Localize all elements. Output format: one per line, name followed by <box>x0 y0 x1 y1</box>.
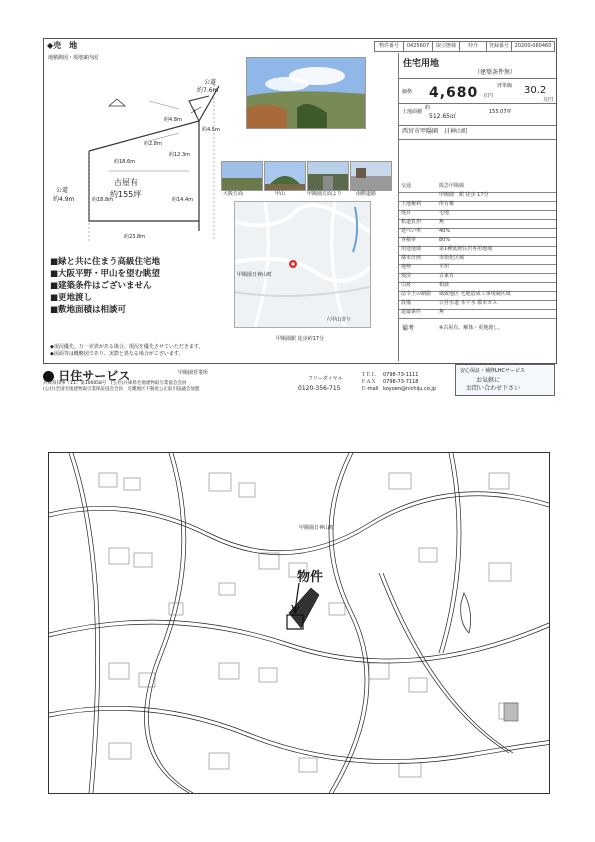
fax-number: 0798-73-7118 <box>383 379 419 385</box>
price-unit: 万円 <box>483 93 494 99</box>
area-map <box>234 201 371 328</box>
area-prefix: 約 <box>425 105 431 111</box>
photo-caption: 大阪方面 <box>223 191 244 197</box>
email-label: Ｅ-mail <box>361 386 379 392</box>
info-panel <box>398 53 556 361</box>
note-line: ◆図面等は概略図であり、実際と異なる場合がございます。 <box>50 351 184 357</box>
header-row <box>374 41 554 52</box>
dimension-label: 約18.8m <box>92 197 114 203</box>
branch-name: 甲陽園営業所 <box>178 370 209 376</box>
address: 西宮市甲陽園 日神山町 <box>402 128 469 135</box>
detail-row: 交通 阪急甲陽線 <box>399 183 556 193</box>
detail-row: 現況 古家有 <box>399 273 556 283</box>
tel-number[interactable]: 0798-73-1111 <box>383 372 419 378</box>
road-top-label: 公道 <box>204 79 217 86</box>
dimension-label: 約4.8m <box>164 117 182 123</box>
detail-row: 地勢 平坦 <box>399 264 556 274</box>
tel-label: ＴＥＬ <box>361 372 377 378</box>
detail-row: 設備 公営水道 本下水 都市ガス <box>399 300 556 310</box>
listing-type: 住宅用地 <box>403 59 440 69</box>
company-info-line: 兵庫県知事（11）第100058号 (公社)兵庫県宅地建物取引業協会会員 <box>43 381 187 386</box>
detail-row: 土地権利 所有権 <box>399 201 556 211</box>
note-line: ◆現況優先。万一差異がある場合、現況を優先させていただきます。 <box>50 344 204 350</box>
dimension-label: 約23.8m <box>124 234 146 240</box>
property-label: 物件 <box>297 570 324 585</box>
photo-from-koyoen <box>307 161 349 191</box>
dimension-label: 約18.6m <box>114 159 136 165</box>
detail-row: 法令上の制限 風致地区 宅地造成工事規制区域 <box>399 291 556 301</box>
house-note: 古屋有 <box>114 178 138 187</box>
price-label: 価格 <box>402 89 413 95</box>
freedial-number[interactable]: 0120-356-715 <box>298 385 341 392</box>
company-logo-text: 日住サービス <box>58 369 131 383</box>
service-title: 安心保証・補修LHCサービス <box>460 368 526 374</box>
service-line: お気軽に <box>476 377 501 384</box>
company-footer <box>43 366 555 400</box>
area-value: 512.65㎡ <box>429 113 456 120</box>
photo-caption: 甲陽園方面より <box>307 191 343 197</box>
company-info-line: (公社)全国宅地建物取引業保証協会会員 近畿地区不動産公正取引協議会加盟 <box>43 387 200 392</box>
road-left-width: 約4.9m <box>53 196 75 203</box>
photo-caption: 南側道路 <box>356 191 377 197</box>
fax-label: ＦＡＸ <box>361 379 377 385</box>
detail-row: 私道負担 無 <box>399 219 556 229</box>
dimension-label: 約2.8m <box>144 141 162 147</box>
remarks-text: ※古屋有。解体・更地渡し。 <box>439 325 504 331</box>
header-cell: 取引態様 <box>432 41 460 52</box>
feature-item: ■更地渡し <box>50 293 93 303</box>
detail-row: 建ぺい率 40% <box>399 228 556 238</box>
detail-row: 都市計画 市街化区域 <box>399 255 556 265</box>
tsubo-unit: 万円 <box>543 97 554 103</box>
feature-item: ■建築条件はございません <box>50 281 152 291</box>
header-cell: 登録番号 <box>486 41 512 52</box>
photo-south-road <box>350 161 392 191</box>
area-map-label: 甲陽園日神山町 <box>237 272 273 278</box>
section-title: ◆売 地 <box>47 41 78 50</box>
dimension-label: 約12.3m <box>169 152 191 158</box>
service-box <box>455 364 555 396</box>
detail-row: 引渡 相談 <box>399 282 556 292</box>
area-map-caption: 六甲山寄り <box>326 317 352 323</box>
property-marker <box>287 583 319 629</box>
view-photo-main <box>246 57 366 129</box>
tsubo-label: 坪単価 <box>497 83 513 89</box>
feature-item: ■緑と共に住まう高級住宅地 <box>50 257 161 267</box>
city-map <box>48 452 550 794</box>
photo-osaka-direction <box>221 161 263 191</box>
header-cell: 仲介 <box>459 41 487 52</box>
feature-item: ■大阪平野・甲山を望む眺望 <box>50 269 161 279</box>
detail-row: 地目 宅地 <box>399 210 556 220</box>
freedial-label: フリーダイヤル <box>308 376 343 382</box>
area-extra: 155.07坪 <box>489 109 512 115</box>
detail-row: 用途地域 第1種低層住居専用地域 <box>399 246 556 256</box>
area-note: 約155坪 <box>110 190 142 199</box>
road-top-width: 約7.6m <box>197 87 219 94</box>
photo-caption: 甲山 <box>275 191 286 197</box>
service-line: お問い合わせ下さい <box>466 385 521 392</box>
city-map-place-label: 甲陽園日神山町 <box>299 525 335 531</box>
listing-subtitle: （建築条件無） <box>474 69 517 76</box>
property-flyer-sheet <box>43 38 557 364</box>
detail-row: 容積率 80% <box>399 237 556 247</box>
price-value: 4,680 <box>429 85 479 101</box>
header-cell: 20200-060460 <box>511 41 555 52</box>
email-address[interactable]: koyoen@nichiju.co.jp <box>383 386 436 392</box>
area-label: 土地面積 <box>402 109 423 115</box>
city-map-drawing <box>49 453 549 793</box>
header-cell: 0425607 <box>403 41 433 52</box>
detail-row: 甲陽園 駅 徒歩 17分 <box>399 192 556 202</box>
road-left-label: 公道 <box>56 187 69 194</box>
dimension-label: 約14.4m <box>172 197 194 203</box>
detail-row: 建築条件 無 <box>399 309 556 319</box>
station-note: 甲陽園駅 徒歩約17分 <box>276 336 324 342</box>
photo-kabutoyama <box>264 161 306 191</box>
feature-item: ■敷地面積は相談可 <box>50 305 127 315</box>
features-list <box>50 256 160 316</box>
plan-caption: 地積測図・現地案内図 <box>48 55 99 61</box>
dimension-label: 約4.5m <box>202 127 220 133</box>
header-cell: 物件番号 <box>374 41 404 52</box>
tsubo-price: 30.2 <box>524 85 547 96</box>
remarks-label: 備考 <box>402 325 415 332</box>
